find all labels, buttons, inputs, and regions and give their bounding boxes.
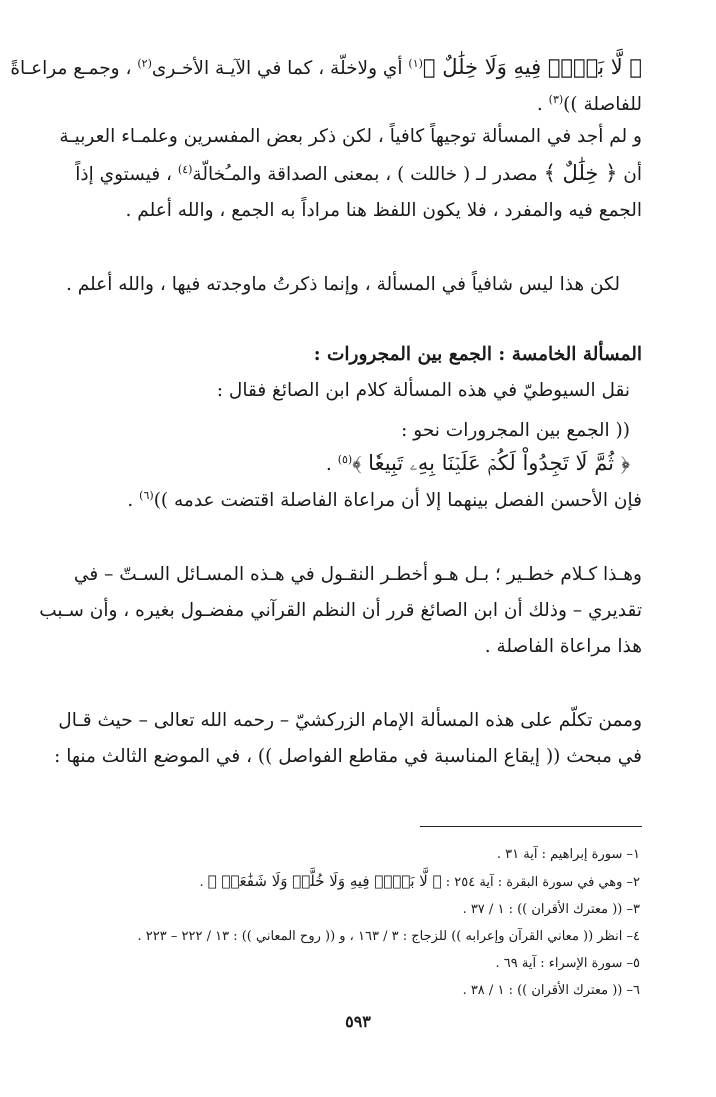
text-line: فإن الأحسن الفصل بينهما إلا أن مراعاة الفاصلة اقتضت عدمه ))$^{(٦)}$ . xyxy=(127,488,642,511)
text-line: وهـذا كـلام خطـير ؛ بـل هـو أخطـر النقـول في هـذه المسـائل السـتّ – في xyxy=(73,564,642,585)
quran-verse: ﴿ خِلَٰلٌ ﴾ xyxy=(543,161,618,185)
footnote-ref: (٣) xyxy=(548,92,564,106)
text-line: في مبحث (( إيقاع المناسبة في مقاطع الفواصل )) ، في الموضع الثالث منها : xyxy=(54,746,642,767)
footnote: ٦– (( معترك الأقران )) : ١ / ٣٨ . xyxy=(462,983,640,998)
text-line: وممن تكلّم على هذه المسألة الإمام الزركشيّ – رحمه الله تعالى – حيث قـال xyxy=(58,710,642,731)
footnote: ١– سورة إبراهيم : آية ٣١ . xyxy=(496,847,640,862)
section-heading: المسألة الخامسة : الجمع بين المجرورات : xyxy=(313,344,642,365)
text-line: للفاصلة ))$^{(٣)}$ . xyxy=(536,92,642,115)
text-line: و لم أجد في المسألة توجيهاً كافياً ، لكن ذكر بعض المفسرين وعلمـاء العربيـة xyxy=(59,126,642,147)
text-line: لكن هذا ليس شافياً في المسألة ، وإنما ذكرتُ ماوجدته فيها ، والله أعلم . xyxy=(65,274,620,295)
text-line: (( الجمع بين المجرورات نحو : xyxy=(401,420,630,441)
text-line: أن ﴿ خِلَٰلٌ ﴾ مصدر لـ ( خاللت ) ، بمعنى الصداقة والمـُخالّة$^{(٤)}$ ، فيستوي إذاً xyxy=(75,161,642,185)
text-line: هذا مراعاة الفاصلة . xyxy=(484,636,642,657)
footnote-ref: (١) xyxy=(408,56,423,70)
footnote: ٣– (( معترك الأقران )) : ١ / ٣٧ . xyxy=(462,902,640,917)
text-line: ﴿ ثُمَّ لَا تَجِدُواْ لَكُمۡ عَلَيۡنَا بِهِۦ تَبِيعٗا ﴾$^{(٥)}$ . xyxy=(325,451,630,475)
footnote-separator xyxy=(420,826,642,827)
quran-verse: ﴿ لَّا بَيۡعٞ فِيهِ وَلَا خِلَٰلٌ ﴾ xyxy=(422,55,642,79)
footnote-ref: (٦) xyxy=(139,488,154,502)
footnote: ٢– وهي في سورة البقرة : آية ٢٥٤ : ﴿ لَّا بَيۡعٞ فِيهِ وَلَا خُلَّةٞ وَلَا شَفَٰعَةٞ ﴾ . xyxy=(199,872,640,890)
footnote-ref: (٥) xyxy=(337,452,353,466)
text-line: تقديري – وذلك أن ابن الصائغ قرر أن النظم القرآني مفضـول بغيره ، وأن سـبب xyxy=(39,600,642,621)
footnote-ref: (٤) xyxy=(177,162,193,176)
text-line: الجمع فيه والمفرد ، فلا يكون اللفظ هنا مراداً به الجمع ، والله أعلم . xyxy=(125,200,642,221)
quran-verse: ﴿ ثُمَّ لَا تَجِدُواْ لَكُمۡ عَلَيۡنَا بِهِۦ تَبِيعٗا ﴾ xyxy=(352,451,630,475)
text-line: نقل السيوطيّ في هذه المسألة كلام ابن الصائغ فقال : xyxy=(216,380,630,401)
page-number: ٥٩٣ xyxy=(345,1012,371,1031)
footnote: ٥– سورة الإسراء : آية ٦٩ . xyxy=(495,956,640,971)
footnote-ref: (٢) xyxy=(137,56,152,70)
footnote: ٤– انظر (( معاني القرآن وإعرابه )) للزجاج : ٣ / ١٦٣ ، و (( روح المعاني )) : ١٣ / ٢٢٢ – ٢٢٣ . xyxy=(137,929,640,944)
quran-verse: ﴿ لَّا بَيۡعٞ فِيهِ وَلَا خُلَّةٞ وَلَا شَفَٰعَةٞ ﴾ xyxy=(207,872,442,890)
text-line: ﴿ لَّا بَيۡعٞ فِيهِ وَلَا خِلَٰلٌ ﴾$^{(١)}$ أي ولاخلّة ، كما في الآيـة الأخـرى$^{(٢)}$ ، وجمـع مراعـاةً xyxy=(10,55,642,79)
